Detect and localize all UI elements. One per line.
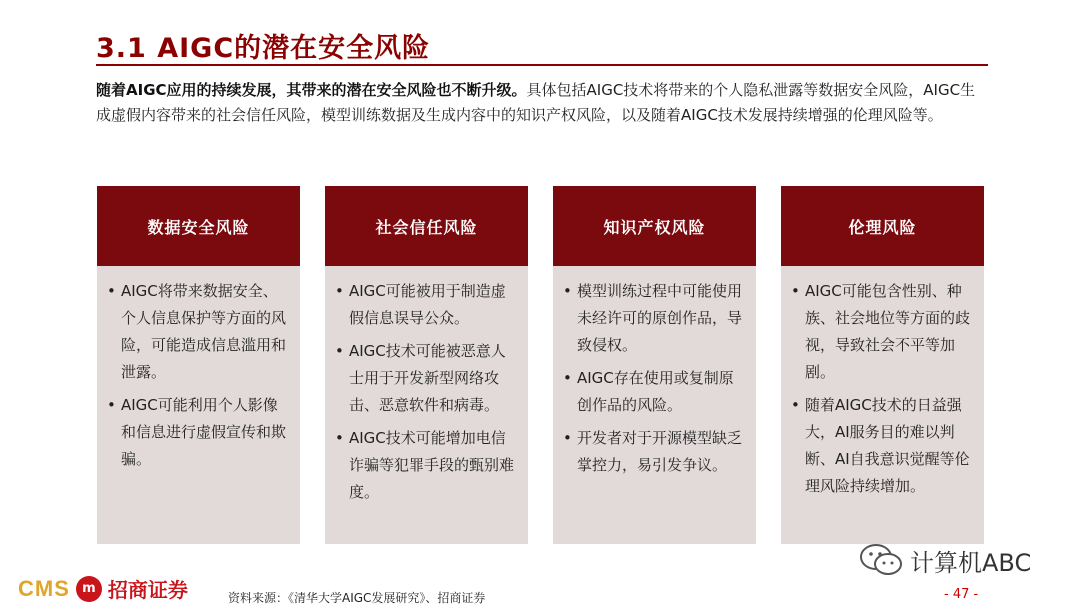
list-item: • AIGC可能利用个人影像和信息进行虚假宣传和欺骗。 (107, 392, 290, 473)
card-title: 数据安全风险 (97, 186, 300, 266)
list-item: • AIGC可能包含性别、种族、社会地位等方面的歧视，导致社会不平等加剧。 (791, 278, 974, 386)
intro-lead: 随着AIGC应用的持续发展，其带来的潜在安全风险也不断升级。 (96, 81, 527, 99)
logo-mark-icon: m (76, 576, 102, 602)
list-item: • AIGC将带来数据安全、个人信息保护等方面的风险，可能造成信息滥用和泄露。 (107, 278, 290, 386)
bullet-icon: • (335, 342, 344, 360)
bullet-icon: • (107, 282, 116, 300)
logo-chinese: 招商证券 (107, 578, 188, 602)
card-ethics (781, 186, 984, 544)
list-item: • AIGC存在使用或复制原创作品的风险。 (563, 365, 746, 419)
card-list (553, 266, 756, 479)
list-item: • 模型训练过程中可能使用未经许可的原创作品，导致侵权。 (563, 278, 746, 359)
watermark (858, 542, 1031, 578)
bullet-icon: • (335, 429, 344, 447)
list-item: • AIGC可能被用于制造虚假信息误导公众。 (335, 278, 518, 332)
card-title: 社会信任风险 (325, 186, 528, 266)
bullet-icon: • (563, 369, 572, 387)
intro-body: 具体包括AIGC技术将带来的个人隐私泄露等数据安全风险，AIGC生成虚假内容带来的社会信任风险，模型训练数据及生成内容中的知识产权风险，以及随着AIGC技术发展持续增强的伦理风险等。 (96, 81, 976, 124)
bullet-icon: • (335, 282, 344, 300)
page-number: - 47 - (944, 587, 979, 602)
card-ip (553, 186, 756, 544)
card-title: 知识产权风险 (553, 186, 756, 266)
page-title: 3.1 AIGC的潜在安全风险 (96, 33, 431, 64)
card-list (97, 266, 300, 473)
bullet-icon: • (563, 282, 572, 300)
bullet-icon: • (107, 396, 116, 414)
card-data-security (97, 186, 300, 544)
list-item: • 开发者对于开源模型缺乏掌控力，易引发争议。 (563, 425, 746, 479)
bullet-icon: • (791, 282, 800, 300)
list-item: • 随着AIGC技术的日益强大，AI服务目的难以判断、AI自我意识觉醒等伦理风险持续增加。 (791, 392, 974, 500)
list-item: • AIGC技术可能被恶意人士用于开发新型网络攻击、恶意软件和病毒。 (335, 338, 518, 419)
intro-paragraph (96, 78, 986, 128)
source-note: 资料来源：《清华大学AIGC发展研究》、招商证券 (228, 591, 486, 605)
title-divider (96, 64, 988, 66)
bullet-icon: • (563, 429, 572, 447)
wechat-icon (858, 542, 904, 578)
card-social-trust (325, 186, 528, 544)
card-list (325, 266, 528, 506)
watermark-text: 计算机ABC (910, 548, 1032, 577)
company-logo (18, 574, 188, 603)
card-title: 伦理风险 (781, 186, 984, 266)
list-item: • AIGC技术可能增加电信诈骗等犯罪手段的甄别难度。 (335, 425, 518, 506)
card-list (781, 266, 984, 500)
logo-latin: CMS (18, 575, 70, 601)
bullet-icon: • (791, 396, 800, 414)
